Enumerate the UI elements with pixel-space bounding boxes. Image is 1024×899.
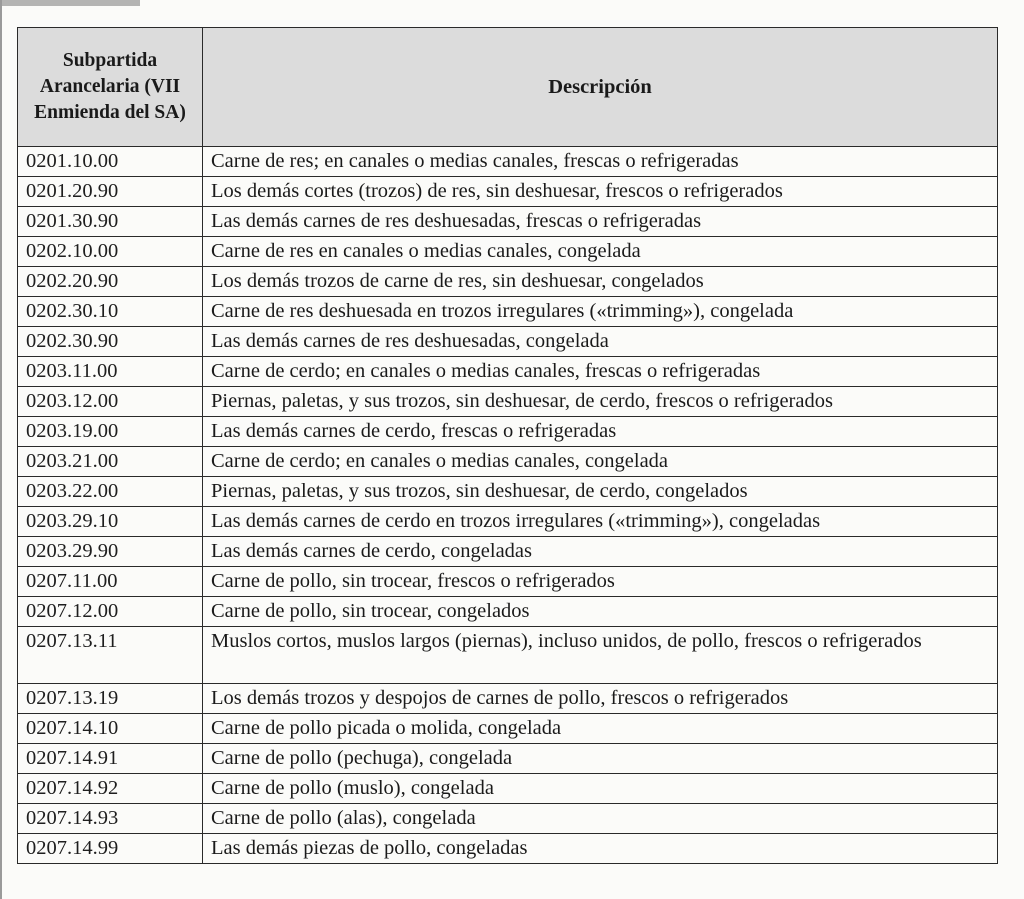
table-row: [18, 267, 998, 297]
scan-top-mark: [0, 0, 140, 6]
description-cell: Carne de pollo (muslo), congelada: [203, 774, 998, 804]
header-row: [18, 28, 998, 147]
subpartida-code: 0207.13.19: [18, 684, 203, 714]
scan-left-edge: [0, 0, 2, 899]
subpartida-code: 0201.10.00: [18, 147, 203, 177]
table-row: [18, 327, 998, 357]
table-row: [18, 237, 998, 267]
table-row: [18, 714, 998, 744]
subpartida-code: 0203.21.00: [18, 447, 203, 477]
table-row: [18, 477, 998, 507]
subpartida-code: 0203.29.90: [18, 537, 203, 567]
table-row: [18, 804, 998, 834]
table-row: [18, 684, 998, 714]
subpartida-code: 0203.11.00: [18, 357, 203, 387]
description-cell: Las demás carnes de cerdo en trozos irregulares («trimming»), congeladas: [203, 507, 998, 537]
description-cell: Carne de pollo picada o molida, congelada: [203, 714, 998, 744]
subpartida-code: 0207.14.10: [18, 714, 203, 744]
subpartida-code: 0202.30.90: [18, 327, 203, 357]
description-cell: Piernas, paletas, y sus trozos, sin deshuesar, de cerdo, congelados: [203, 477, 998, 507]
subpartida-code: 0207.11.00: [18, 567, 203, 597]
table-row: [18, 297, 998, 327]
description-cell: Las demás carnes de res deshuesadas, frescas o refrigeradas: [203, 207, 998, 237]
description-cell: Los demás trozos de carne de res, sin deshuesar, congelados: [203, 267, 998, 297]
subpartida-code: 0203.29.10: [18, 507, 203, 537]
description-cell: Carne de pollo (pechuga), congelada: [203, 744, 998, 774]
table-row: [18, 537, 998, 567]
description-cell: Piernas, paletas, y sus trozos, sin deshuesar, de cerdo, frescos o refrigerados: [203, 387, 998, 417]
description-cell: Las demás piezas de pollo, congeladas: [203, 834, 998, 864]
description-cell: Carne de pollo, sin trocear, congelados: [203, 597, 998, 627]
table-row: [18, 507, 998, 537]
tariff-table: [17, 27, 998, 864]
header-code: Subpartida Arancelaria (VII Enmienda del SA): [18, 28, 203, 147]
description-cell: Carne de cerdo; en canales o medias canales, frescas o refrigeradas: [203, 357, 998, 387]
subpartida-code: 0202.30.10: [18, 297, 203, 327]
subpartida-code: 0207.14.91: [18, 744, 203, 774]
table-row: [18, 567, 998, 597]
table-row: [18, 177, 998, 207]
description-cell: Carne de res deshuesada en trozos irregulares («trimming»), congelada: [203, 297, 998, 327]
subpartida-code: 0203.22.00: [18, 477, 203, 507]
subpartida-code: 0207.13.11: [18, 627, 203, 684]
description-cell: Muslos cortos, muslos largos (piernas), incluso unidos, de pollo, frescos o refrigerados: [203, 627, 998, 684]
subpartida-code: 0202.20.90: [18, 267, 203, 297]
description-cell: Las demás carnes de cerdo, congeladas: [203, 537, 998, 567]
table-row: [18, 417, 998, 447]
description-cell: Las demás carnes de cerdo, frescas o refrigeradas: [203, 417, 998, 447]
description-cell: Carne de pollo, sin trocear, frescos o refrigerados: [203, 567, 998, 597]
subpartida-code: 0201.30.90: [18, 207, 203, 237]
table-row: [18, 597, 998, 627]
table-row: [18, 627, 998, 684]
table-row: [18, 357, 998, 387]
subpartida-code: 0203.12.00: [18, 387, 203, 417]
subpartida-code: 0207.14.93: [18, 804, 203, 834]
table-row: [18, 147, 998, 177]
subpartida-code: 0207.14.99: [18, 834, 203, 864]
header-description: Descripción: [203, 28, 998, 147]
description-cell: Carne de res; en canales o medias canales, frescas o refrigeradas: [203, 147, 998, 177]
table-row: [18, 207, 998, 237]
subpartida-code: 0203.19.00: [18, 417, 203, 447]
subpartida-code: 0201.20.90: [18, 177, 203, 207]
description-cell: Los demás cortes (trozos) de res, sin deshuesar, frescos o refrigerados: [203, 177, 998, 207]
subpartida-code: 0207.12.00: [18, 597, 203, 627]
table-row: [18, 744, 998, 774]
description-cell: Carne de pollo (alas), congelada: [203, 804, 998, 834]
table-row: [18, 447, 998, 477]
table-row: [18, 834, 998, 864]
description-cell: Carne de res en canales o medias canales, congelada: [203, 237, 998, 267]
subpartida-code: 0207.14.92: [18, 774, 203, 804]
table-row: [18, 387, 998, 417]
description-cell: Los demás trozos y despojos de carnes de pollo, frescos o refrigerados: [203, 684, 998, 714]
table-header: [18, 28, 998, 147]
table-body: [18, 147, 998, 864]
description-cell: Las demás carnes de res deshuesadas, congelada: [203, 327, 998, 357]
description-cell: Carne de cerdo; en canales o medias canales, congelada: [203, 447, 998, 477]
table-row: [18, 774, 998, 804]
subpartida-code: 0202.10.00: [18, 237, 203, 267]
